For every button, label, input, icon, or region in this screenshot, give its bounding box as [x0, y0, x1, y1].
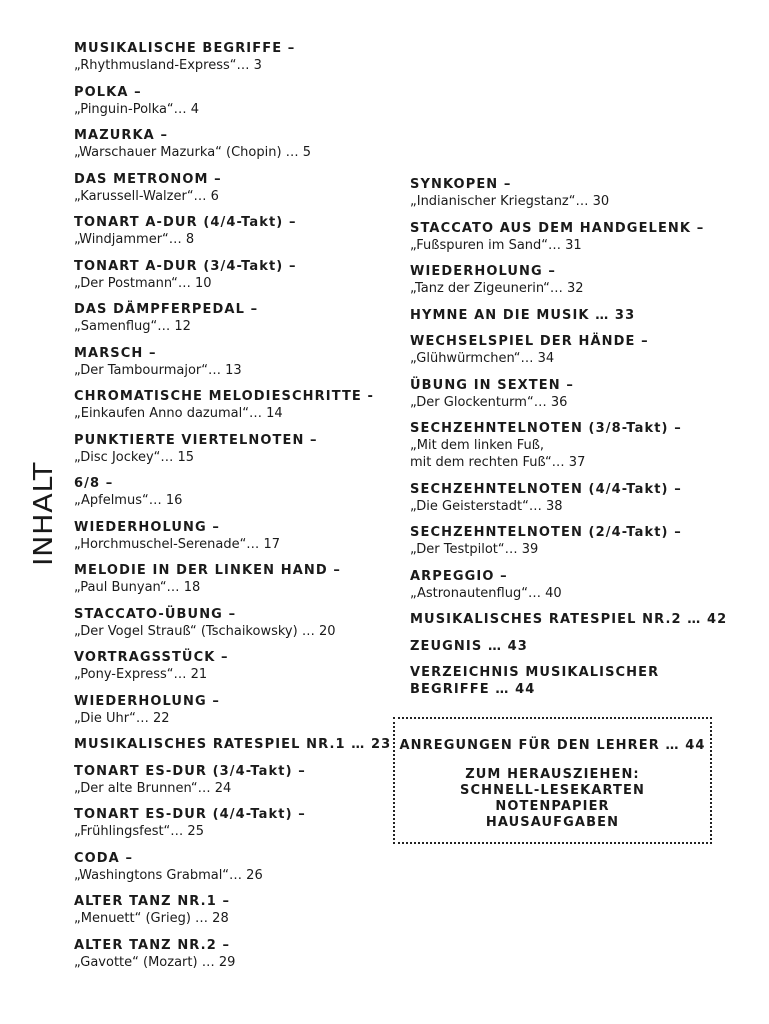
toc-entry — [410, 220, 725, 254]
toc-entry-subtitle: „Einkaufen Anno dazumal“… 14 — [74, 406, 283, 421]
toc-entry-subtitle: „Rhythmusland-Express“… 3 — [74, 58, 262, 73]
toc-entry — [74, 432, 384, 466]
toc-entry-subtitle: „Der Tambourmajor“… 13 — [74, 362, 242, 378]
toc-entry-title: DAS METRONOM – — [74, 171, 222, 187]
teacher-box-line: HAUSAUFGABEN — [485, 815, 620, 830]
toc-entry-subtitle: „Frühlingsfest“… 25 — [74, 824, 204, 839]
toc-entry-title: VERZEICHNIS MUSIKALISCHER — [410, 665, 660, 680]
toc-entry — [410, 664, 725, 698]
toc-entry — [74, 475, 384, 509]
toc-entry-subtitle: „Pinguin-Polka“… 4 — [74, 101, 200, 117]
toc-entry-title: TONART ES-DUR (3/4-Takt) – — [74, 763, 306, 779]
toc-entry-title: MAZURKA – — [74, 128, 169, 143]
toc-entry-subtitle: „Washingtons Grabmal“… 26 — [74, 867, 263, 883]
toc-entry-title: SECHZEHNTELNOTEN (3/8-Takt) – — [410, 421, 682, 436]
toc-entry-subtitle: „Indianischer Kriegstanz“… 30 — [410, 194, 610, 209]
toc-entry — [74, 171, 384, 205]
toc-entry-title: TONART ES-DUR (4/4-Takt) – — [74, 807, 306, 822]
toc-left-column — [74, 40, 392, 971]
toc-entry-subtitle: „Tanz der Zigeunerin“… 32 — [410, 281, 584, 296]
toc-entry-subtitle: „Die Geisterstadt“… 38 — [410, 498, 563, 514]
side-title — [22, 460, 62, 568]
toc-entry-title: CODA – — [74, 850, 134, 866]
toc-entry-title: WIEDERHOLUNG – — [74, 519, 221, 535]
side-title-text: INHALT — [29, 471, 59, 566]
toc-entry — [74, 214, 384, 248]
toc-entry-title: ARPEGGIO – — [410, 568, 508, 584]
toc-entry-title: WIEDERHOLUNG – — [410, 264, 557, 279]
toc-entry-title: MUSIKALISCHES RATESPIEL NR.1 … 23 — [74, 737, 392, 752]
toc-entry-title: TONART A-DUR (4/4-Takt) – — [74, 215, 297, 230]
toc-entry-title: PUNKTIERTE VIERTELNOTEN – — [74, 432, 318, 448]
toc-entry-subtitle: „Die Uhr“… 22 — [74, 710, 170, 726]
toc-entry-title: MELODIE IN DER LINKEN HAND – — [74, 563, 341, 578]
toc-entry — [74, 562, 384, 596]
toc-entry — [410, 377, 725, 411]
toc-entry-subtitle: mit dem rechten Fuß“… 37 — [410, 455, 586, 470]
toc-entry — [74, 40, 384, 74]
toc-entry-title: WIEDERHOLUNG – — [74, 693, 221, 709]
toc-entry-subtitle: „Horchmuschel-Serenade“… 17 — [74, 536, 280, 552]
toc-entry-subtitle: „Samenflug“… 12 — [74, 319, 191, 334]
toc-entry-subtitle: „Windjammer“… 8 — [74, 232, 195, 247]
toc-entry-subtitle: „Apfelmus“… 16 — [74, 493, 183, 508]
toc-entry — [410, 333, 725, 367]
toc-entry — [74, 127, 384, 161]
toc-entry — [410, 638, 725, 655]
toc-entry-subtitle: „Der Postmann“… 10 — [74, 275, 212, 291]
toc-entry — [410, 481, 725, 515]
toc-entry — [74, 606, 384, 640]
toc-entry-title: TONART A-DUR (3/4-Takt) – — [74, 258, 297, 274]
toc-entry-title: MARSCH – — [74, 345, 157, 361]
toc-entry — [74, 850, 384, 884]
toc-entry-subtitle: „Mit dem linken Fuß, — [410, 438, 545, 453]
toc-entry-title: SECHZEHNTELNOTEN (2/4-Takt) – — [410, 525, 682, 540]
teacher-box-line: NOTENPAPIER — [495, 799, 610, 814]
toc-entry-title: ALTER TANZ NR.1 – — [74, 894, 231, 909]
toc-entry-title: POLKA – — [74, 84, 142, 100]
toc-entry — [74, 693, 384, 727]
toc-entry — [410, 568, 725, 602]
toc-entry-subtitle: „Pony-Express“… 21 — [74, 667, 208, 682]
toc-entry-title: ÜBUNG IN SEXTEN – — [410, 377, 574, 393]
teacher-box-line: SCHNELL-LESEKARTEN — [460, 783, 645, 798]
side-title-svg — [22, 460, 62, 568]
toc-entry — [74, 736, 392, 753]
toc-entry-subtitle: „Paul Bunyan“… 18 — [74, 580, 201, 595]
toc-entry-title: VORTRAGSSTÜCK – — [74, 650, 229, 665]
toc-entry-title: STACCATO-ÜBUNG – — [74, 606, 237, 622]
toc-entry-title: STACCATO AUS DEM HANDGELENK – — [410, 220, 705, 236]
toc-entry — [410, 420, 725, 471]
toc-entry — [74, 806, 384, 840]
toc-entry — [410, 611, 728, 628]
toc-entry — [74, 84, 384, 118]
toc-entry-subtitle: „Fußspuren im Sand“… 31 — [410, 237, 582, 253]
toc-entry — [74, 763, 384, 797]
toc-entry-subtitle: „Warschauer Mazurka“ (Chopin) … 5 — [74, 145, 312, 160]
teacher-box-list — [395, 767, 710, 831]
toc-entry — [74, 519, 384, 553]
toc-entry-subtitle: „Der Glockenturm“… 36 — [410, 394, 568, 410]
toc-entry — [74, 937, 384, 971]
toc-entry-title: CHROMATISCHE MELODIESCHRITTE - — [74, 389, 375, 404]
toc-entry — [74, 345, 384, 379]
toc-entry-title: SYNKOPEN – — [410, 177, 512, 192]
toc-entry-subtitle: „Der Testpilot“… 39 — [410, 542, 539, 557]
toc-entry — [410, 307, 725, 324]
toc-entry — [410, 263, 725, 297]
toc-entry-subtitle: „Der Vogel Strauß“ (Tschaikowsky) … 20 — [74, 623, 336, 639]
toc-entry-title: 6/8 – — [74, 476, 114, 491]
toc-entry — [74, 258, 384, 292]
toc-entry — [410, 524, 725, 558]
toc-entry — [74, 301, 384, 335]
teacher-box — [393, 717, 712, 844]
toc-entry-title: BEGRIFFE … 44 — [410, 682, 536, 697]
toc-entry — [74, 893, 384, 927]
toc-entry-title: MUSIKALISCHE BEGRIFFE – — [74, 41, 296, 56]
toc-entry-title: ZEUGNIS … 43 — [410, 638, 528, 654]
toc-entry — [74, 649, 384, 683]
toc-entry-title: DAS DÄMPFERPEDAL – — [74, 302, 259, 317]
teacher-box-line: ZUM HERAUSZIEHEN: — [465, 767, 640, 782]
toc-entry-subtitle: „Der alte Brunnen“… 24 — [74, 780, 232, 796]
toc-entry-subtitle: „Menuett“ (Grieg) … 28 — [74, 911, 229, 926]
teacher-box-lead: ANREGUNGEN FÜR DEN LEHRER … 44 — [399, 738, 706, 753]
toc-entry-title: HYMNE AN DIE MUSIK … 33 — [410, 307, 636, 323]
toc-entry-subtitle: „Disc Jockey“… 15 — [74, 449, 195, 465]
toc-entry-title: MUSIKALISCHES RATESPIEL NR.2 … 42 — [410, 612, 728, 627]
toc-right-column — [410, 176, 728, 698]
toc-entry-subtitle: „Astronautenflug“… 40 — [410, 585, 562, 601]
toc-entry — [74, 388, 384, 422]
toc-entry-subtitle: „Gavotte“ (Mozart) … 29 — [74, 954, 236, 970]
toc-entry — [410, 176, 725, 210]
toc-entry-title: ALTER TANZ NR.2 – — [74, 937, 231, 953]
toc-entry-subtitle: „Karussell-Walzer“… 6 — [74, 188, 219, 204]
toc-entry-title: SECHZEHNTELNOTEN (4/4-Takt) – — [410, 481, 682, 497]
toc-entry-title: WECHSELSPIEL DER HÄNDE – — [410, 334, 649, 349]
toc-entry-subtitle: „Glühwürmchen“… 34 — [410, 351, 555, 366]
